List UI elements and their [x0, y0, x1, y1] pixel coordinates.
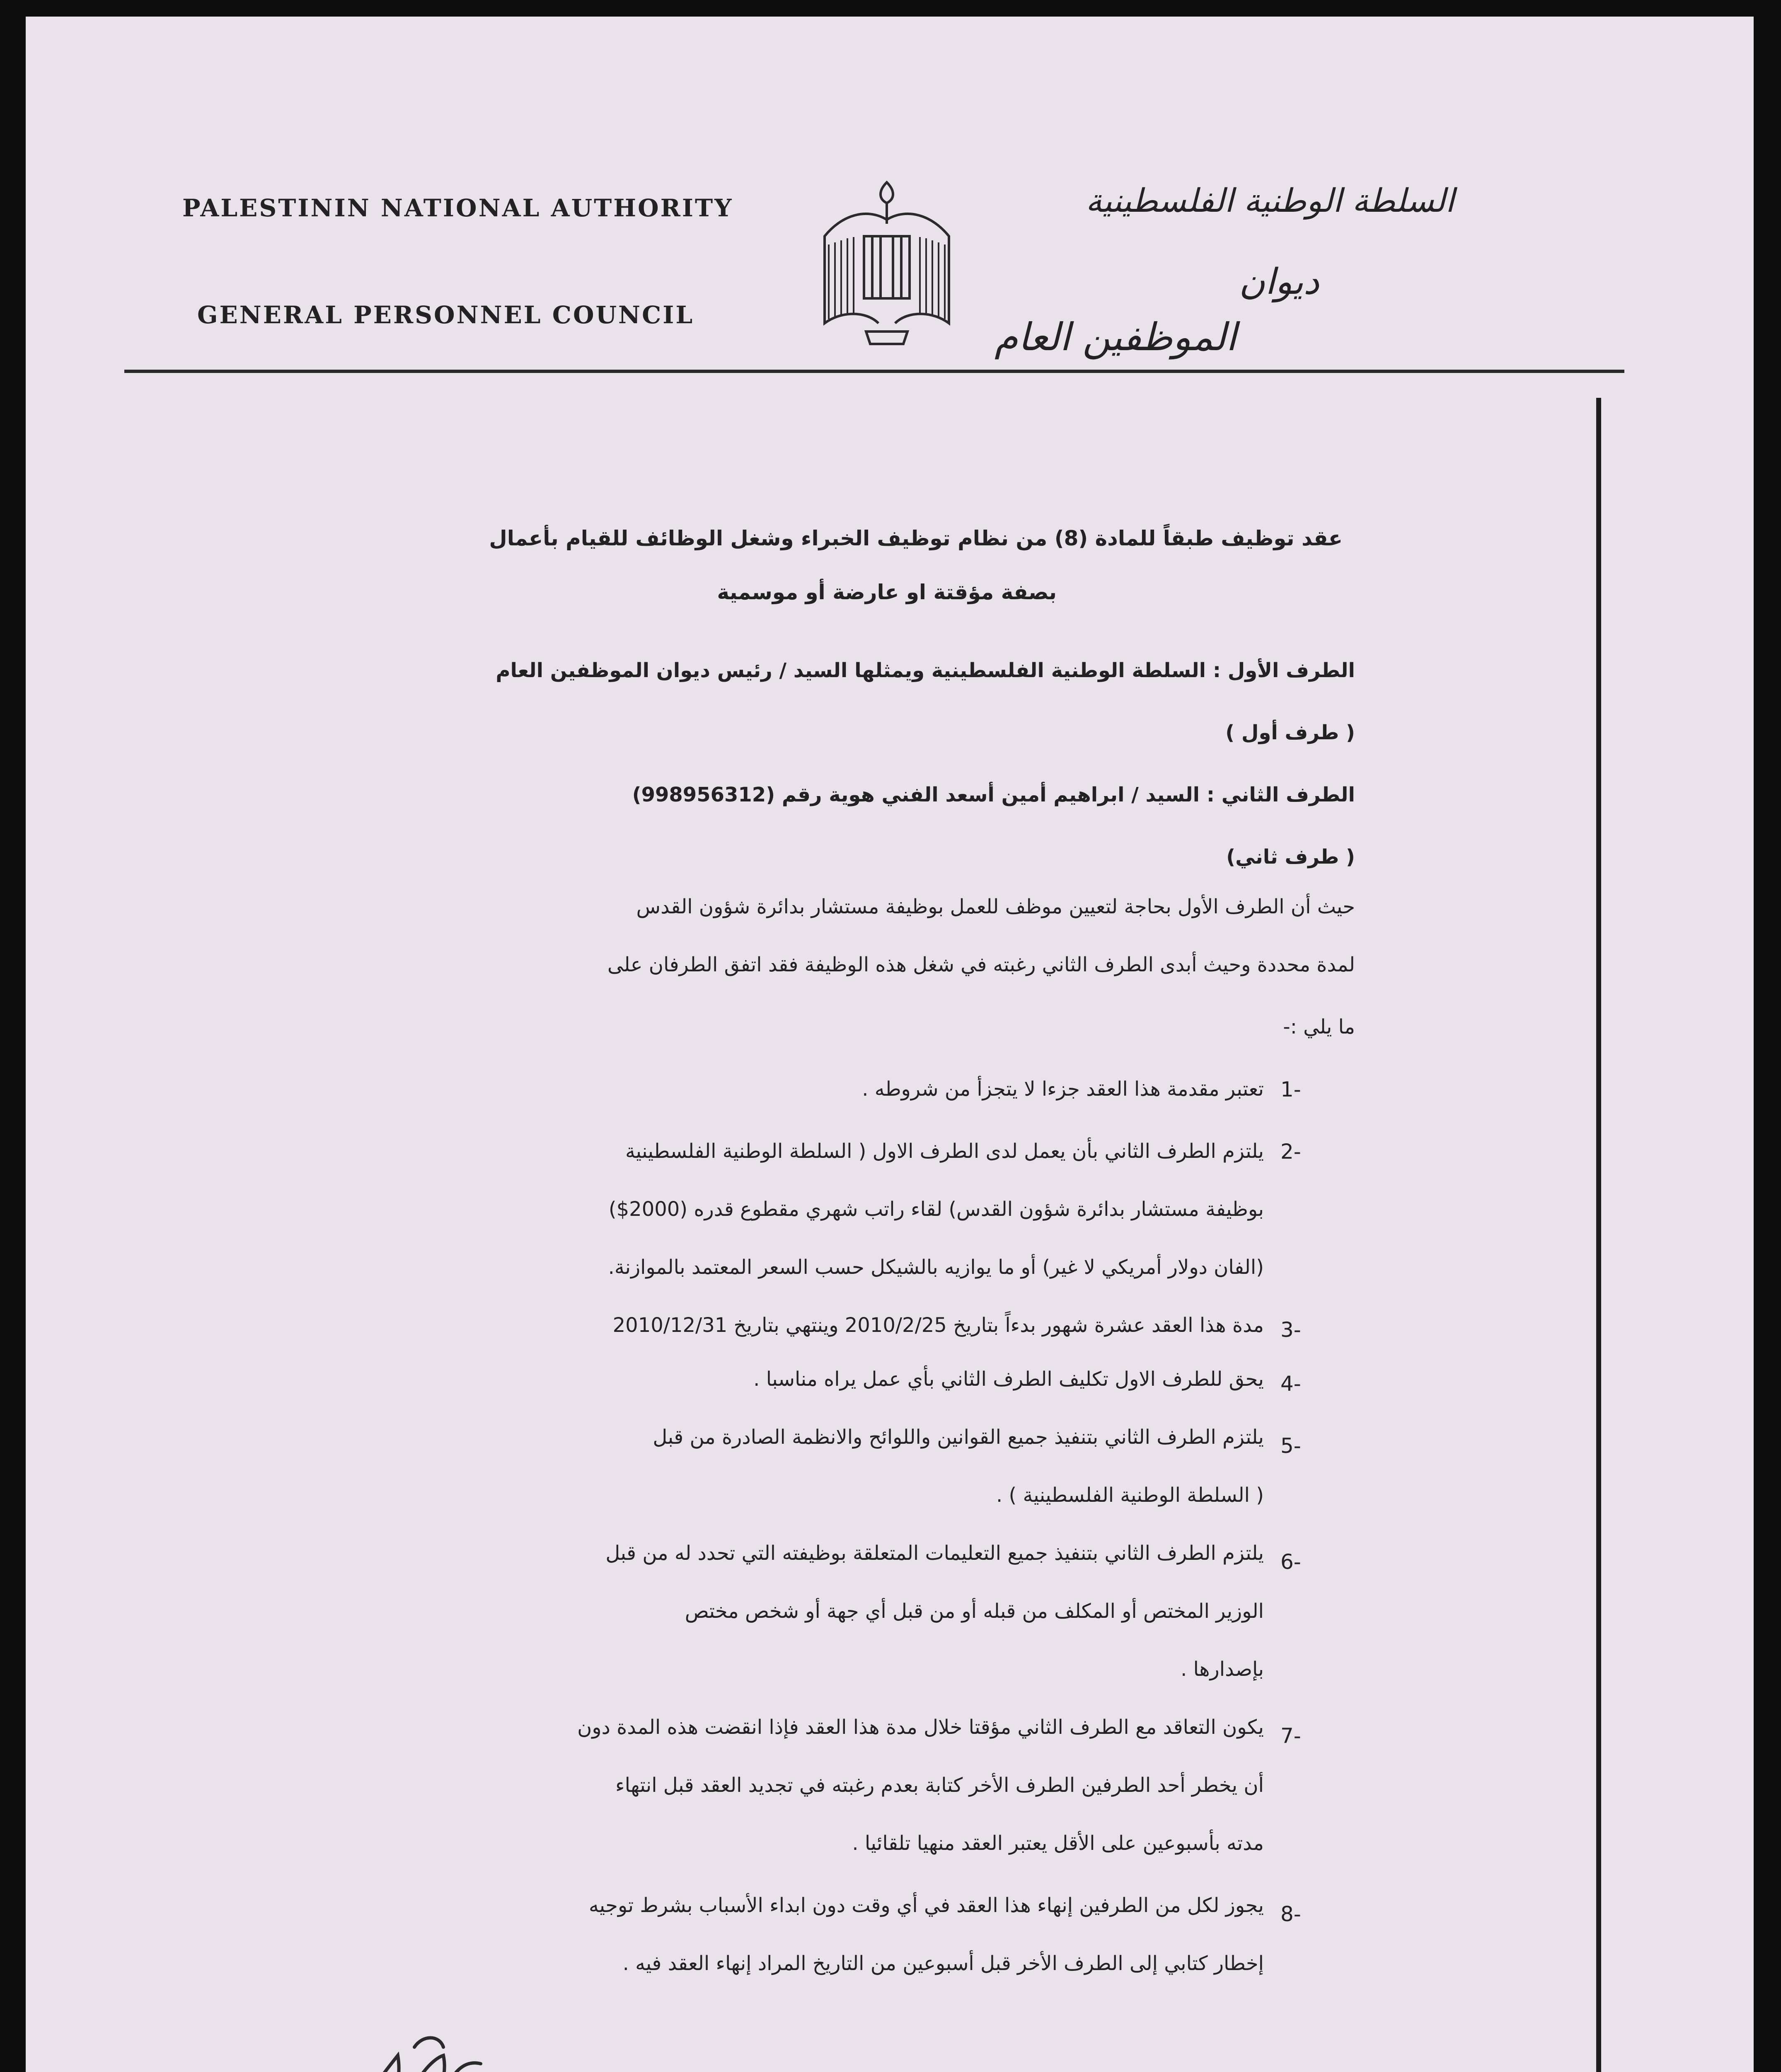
clause-line: يلتزم الطرف الثاني بأن يعمل لدى الطرف الاول ( السلطة الوطنية الفلسطينية [625, 1140, 1264, 1163]
clause-number: 1- [1280, 1077, 1301, 1101]
header-en-authority: PALESTININ NATIONAL AUTHORITY [182, 194, 733, 222]
clause-line: أن يخطر أحد الطرفين الطرف الأخر كتابة بعدم رغبته في تجديد العقد قبل انتهاء [615, 1774, 1264, 1797]
preamble-line-3: ما يلي :- [1283, 1015, 1355, 1038]
margin-rule [1596, 398, 1601, 2072]
parties-section [282, 659, 1355, 874]
clause-number: 6- [1280, 1550, 1301, 1574]
header-ar-authority: السلطة الوطنية الفلسطينية [1086, 182, 1454, 220]
clause-number: 4- [1280, 1372, 1301, 1396]
clause-5 [282, 1426, 1264, 1525]
preamble [282, 895, 1355, 1053]
clause-3 [282, 1314, 1264, 1347]
clause-number: 2- [1280, 1140, 1301, 1164]
clause-number: 5- [1280, 1434, 1301, 1458]
title-line-2: بصفة مؤقتة او عارضة أو موسمية [717, 580, 1057, 604]
first-party-tag: ( طرف أول ) [1225, 721, 1355, 744]
clause-line: تعتبر مقدمة هذا العقد جزءا لا يتجزأ من شروطه . [862, 1077, 1264, 1101]
clause-line: يجوز لكل من الطرفين إنهاء هذا العقد في أي وقت دون ابداء الأسباب بشرط توجيه [589, 1894, 1264, 1917]
clause-line: إخطار كتابي إلى الطرف الأخر قبل أسبوعين من التاريخ المراد إنهاء العقد فيه . [622, 1952, 1264, 1975]
clause-1 [282, 1077, 1264, 1111]
second-party: الطرف الثاني : السيد / ابراهيم أمين أسعد الفني هوية رقم (998956312) [632, 783, 1355, 806]
title-line-1: عقد توظيف طبقاً للمادة (8) من نظام توظيف الخبراء وشغل الوظائف للقيام بأعمال [489, 526, 1343, 550]
clause-line: ( السلطة الوطنية الفلسطينية ) . [996, 1484, 1264, 1507]
header-ar-diwan: ديوان [1239, 261, 1319, 303]
clause-6 [282, 1542, 1264, 1699]
second-party-tag: ( طرف ثاني) [1226, 845, 1355, 869]
clause-number: 7- [1280, 1724, 1301, 1748]
contract-title [282, 526, 1343, 604]
clause-line: الوزير المختص أو المكلف من قبله أو من قبل أي جهة أو شخص مختص [685, 1600, 1264, 1623]
clause-line: يكون التعاقد مع الطرف الثاني مؤقتا خلال مدة هذا العقد فإذا انقضت هذه المدة دون [577, 1716, 1264, 1739]
clause-line: بإصدارها . [1181, 1658, 1264, 1681]
clause-number: 3- [1280, 1318, 1301, 1342]
handwritten-signature [307, 2022, 555, 2072]
clause-line: يحق للطرف الاول تكليف الطرف الثاني بأي عمل يراه مناسبا . [753, 1368, 1264, 1391]
clause-line: (الفان دولار أمريكي لا غير) أو ما يوازيه بالشيكل حسب السعر المعتمد بالموازنة. [608, 1256, 1264, 1279]
clause-2 [282, 1140, 1264, 1297]
clause-line: مدة هذا العقد عشرة شهور بدءاً بتاريخ 2010/2/25 وينتهي بتاريخ 2010/12/31 [612, 1314, 1264, 1337]
header-ar-personnel: الموظفين العام [995, 315, 1237, 359]
clause-line: يلتزم الطرف الثاني بتنفيذ جميع التعليمات المتعلقة بوظيفته التي تحدد له من قبل [605, 1542, 1264, 1565]
eagle-emblem-icon [816, 174, 957, 356]
preamble-line-2: لمدة محددة وحيث أبدى الطرف الثاني رغبته في شغل هذه الوظيفة فقد اتفق الطرفان على [607, 953, 1355, 976]
clause-7 [282, 1716, 1264, 1873]
clause-line: بوظيفة مستشار بدائرة شؤون القدس) لقاء راتب شهري مقطوع قدره (2000$) [608, 1198, 1264, 1221]
clause-4 [282, 1368, 1264, 1401]
clause-line: مدته بأسبوعين على الأقل يعتبر العقد منهيا تلقائيا . [852, 1832, 1264, 1855]
clause-number: 8- [1280, 1902, 1301, 1926]
preamble-line-1: حيث أن الطرف الأول بحاجة لتعيين موظف للعمل بوظيفة مستشار بدائرة شؤون القدس [636, 895, 1355, 918]
header-divider [124, 370, 1624, 373]
header-en-council: GENERAL PERSONNEL COUNCIL [197, 301, 694, 329]
first-party: الطرف الأول : السلطة الوطنية الفلسطينية ويمثلها السيد / رئيس ديوان الموظفين العام [496, 659, 1355, 682]
clause-8 [282, 1894, 1264, 1993]
clause-line: يلتزم الطرف الثاني بتنفيذ جميع القوانين واللوائح والانظمة الصادرة من قبل [653, 1426, 1264, 1449]
